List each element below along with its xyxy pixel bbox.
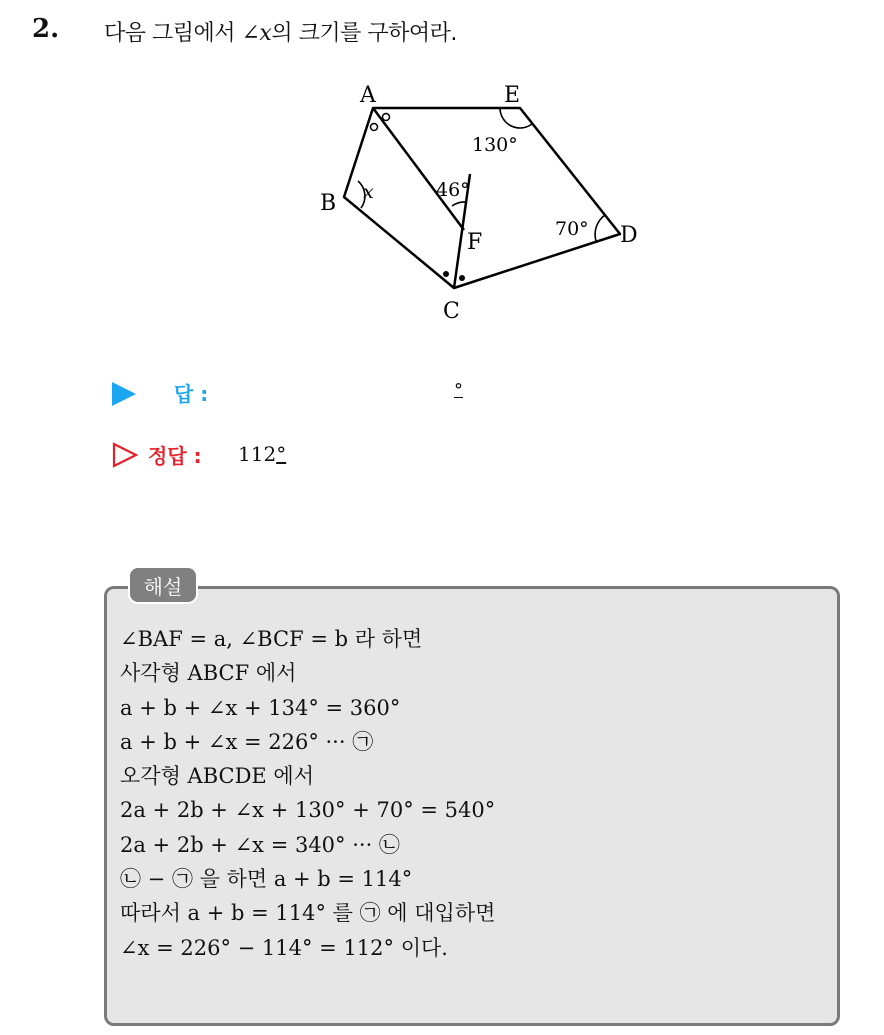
correct-answer-label: 정답 :	[148, 444, 202, 468]
solution-lines	[120, 622, 820, 965]
angle-mark-d	[595, 215, 605, 241]
vertex-label-d: D	[620, 223, 638, 248]
angle-mark-f	[452, 202, 466, 206]
equal-angle-mark-c1	[443, 271, 449, 277]
solution-tag: 해설	[128, 566, 198, 604]
solution-line: a + b + ∠x = 226° ··· ㉠	[120, 729, 374, 754]
equal-angle-mark-a1	[371, 124, 378, 131]
answer-unit[interactable]: °	[454, 380, 463, 401]
answer-row	[108, 378, 528, 408]
solution-line: ∠x = 226° − 114° = 112° 이다.	[120, 935, 448, 960]
solution-line: 2a + 2b + ∠x + 130° + 70° = 540°	[120, 798, 496, 823]
equal-angle-mark-c2	[459, 275, 465, 281]
geometry-figure	[300, 78, 670, 328]
solution-line: 오각형 ABCDE 에서	[120, 764, 315, 789]
question-math-angle: ∠x	[241, 21, 272, 46]
vertex-label-e: E	[504, 83, 521, 108]
angle-label-f: 46°	[436, 179, 470, 201]
question-number: 2.	[32, 14, 60, 44]
vertex-label-b: B	[320, 191, 337, 216]
solution-line: 2a + 2b + ∠x = 340° ··· ㉡	[120, 832, 400, 857]
solution-line: 따라서 a + b = 114° 를 ㉠ 에 대입하면	[120, 901, 496, 926]
play-icon	[112, 382, 136, 406]
correct-answer-row	[108, 440, 508, 470]
correct-answer-unit: °	[276, 442, 287, 466]
solution-line: ㉡ − ㉠ 을 하면 a + b = 114°	[120, 867, 413, 892]
vertex-label-a: A	[360, 83, 376, 108]
question-text	[104, 16, 457, 47]
equal-angle-mark-a2	[383, 114, 390, 121]
solution-line: ∠BAF = a, ∠BCF = b 라 하면	[120, 627, 423, 651]
angle-label-d: 70°	[555, 218, 589, 240]
angle-label-e: 130°	[472, 134, 518, 156]
solution-line: a + b + ∠x + 134° = 360°	[120, 695, 401, 720]
correct-answer-number: 112	[238, 442, 277, 466]
question-text-before: 다음 그림에서	[104, 21, 242, 46]
solution-line: 사각형 ABCF 에서	[120, 661, 297, 686]
angle-label-b: x	[363, 181, 374, 203]
answer-label: 답 :	[174, 382, 209, 406]
vertex-label-c: C	[443, 299, 460, 324]
question-text-after: 의 크기를 구하여라.	[271, 21, 457, 46]
correct-answer-value	[238, 442, 286, 466]
vertex-label-f: F	[467, 230, 483, 255]
segment-af	[373, 108, 464, 230]
outline-triangle-icon	[112, 442, 138, 468]
